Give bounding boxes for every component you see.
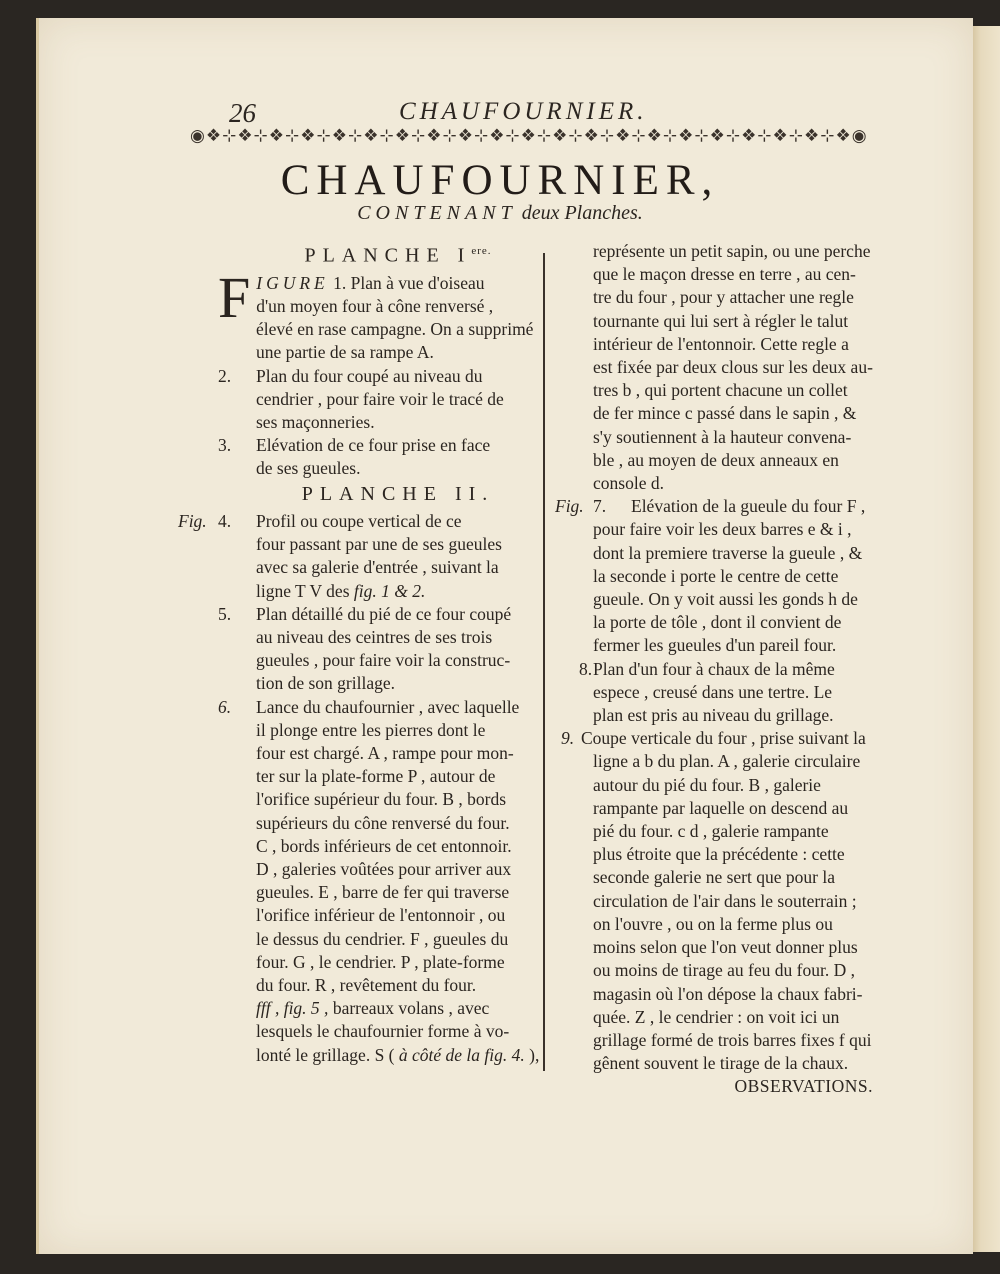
text-line: Plan détaillé du pié de ce four coupé [256,603,512,624]
text-line: lonté le grillage. S ( [256,1044,399,1065]
text-line: gueule. On y voit aussi les gonds h de [593,589,858,610]
text-line: gueules. E , barre de fer qui traverse [256,882,510,903]
text-line: du four. R , revêtement du four. [256,974,477,995]
text-line: supérieurs du cône renversé du four. [256,812,510,833]
text-line: élevé en rase campagne. On a supprimé [256,319,534,340]
right-column [555,240,873,1099]
text-line: Plan du four coupé au niveau du [256,365,483,386]
text-line: grillage formé de trois barres fixes f qui [593,1029,872,1050]
text-line: ses maçonneries. [256,412,375,433]
subtitle-rest: deux Planches. [516,202,643,224]
text-line: quée. Z , le cendrier : on voit ici un [593,1006,840,1027]
text-line: que le maçon dresse en terre , au cen- [593,264,856,285]
text-line: plus étroite que la précédente : cette [593,844,845,865]
text-line: la porte de tôle , dont il convient de [593,612,842,633]
text-line: seconde galerie ne sert que pour la [593,867,835,888]
text-line: rampante par laquelle on descend au [593,797,849,818]
text-line: au niveau des ceintres de ses trois [256,626,493,647]
text-line: de fer mince c passé dans le sapin , & [593,403,857,424]
drop-cap: F [218,264,251,330]
text-line: Elévation de la gueule du four F , [631,496,866,517]
text-line: la seconde i porte le centre de cette [593,565,839,586]
text-line: Elévation de ce four prise en face [256,435,491,456]
figure-number: 2. [218,365,232,386]
figure-number: 5. [218,603,232,624]
text-line: de ses gueules. [256,458,361,479]
fig-label: Fig. [555,496,584,517]
subtitle-caps: CONTENANT [357,202,517,224]
figure-1-paragraph [218,264,538,365]
text-line: espece , creusé dans une tertre. Le [593,681,833,702]
text-line: intérieur de l'entonnoir. Cette regle a [593,333,849,354]
figure-ref: fig. 1 & 2. [353,580,426,601]
text-line: l'orifice inférieur de l'entonnoir , ou [256,905,506,926]
text-line: gênent souvent le tirage de la chaux. [593,1053,849,1074]
text-line: tion de son grillage. [256,673,396,694]
text-line: moins selon que l'on veut donner plus [593,937,858,958]
text-line: il plonge entre les pierres dont le [256,719,486,740]
text-line: s'y soutiennent à la hauteur convena- [593,426,852,447]
text-line: représente un petit sapin, ou une perche [593,241,871,261]
plate-1-sup: ere. [471,245,492,257]
text-line: ligne a b du plan. A , galerie circulaire [593,751,861,772]
ornament-rule: ◉❖⊹❖⊹❖⊹❖⊹❖⊹❖⊹❖⊹❖⊹❖⊹❖⊹❖⊹❖⊹❖⊹❖⊹❖⊹❖⊹❖⊹❖⊹❖⊹❖⊹❖◉ [190,126,868,145]
page-title: CHAUFOURNIER, [280,157,720,204]
subtitle [0,202,1000,225]
text-line: fermer les gueules d'un pareil four. [593,635,837,656]
text-line: l'orifice supérieur du four. B , bords [256,789,507,810]
text-line: plan est pris au niveau du grillage. [593,705,834,726]
figure-number: 4. [218,510,232,531]
figure-number: 6. [218,696,232,717]
page-number: 26 [229,98,256,128]
text-line: dont la premiere traverse la gueule , & [593,542,863,563]
text-line: d'un moyen four à cône renversé , [256,296,494,317]
fig-label: Fig. [178,510,207,531]
text-line: Coupe verticale du four , prise suivant la [581,728,866,749]
text-line: avec sa galerie d'entrée , suivant la [256,557,499,578]
catchword-observations: OBSERVATIONS. [734,1076,873,1097]
text-line: cendrier , pour faire voir le tracé de [256,388,504,409]
text-line: une partie de sa rampe A. [256,342,434,363]
figure-number: 3. [218,435,232,456]
text-line: Lance du chaufournier , avec laquelle [256,696,520,717]
text-line: tournante qui lui sert à régler le talut [593,310,849,331]
figure-number: 8. [579,658,593,679]
figure-ref: à côté de la fig. 4. [398,1044,525,1065]
text-line: lesquels le chaufournier forme à vo- [256,1021,510,1042]
text-line: four. G , le cendrier. P , plate-forme [256,951,505,972]
plate-1-text: PLANCHE I [304,244,472,267]
plate-2-heading: PLANCHE II. [301,482,495,505]
text-line: Profil ou coupe vertical de ce [256,510,462,531]
text-line: console d. [593,473,664,494]
text-line: barreaux volans , avec [328,998,490,1019]
text-line: four passant par une de ses gueules [256,534,502,555]
text-line: Plan d'un four à chaux de la même [593,658,835,679]
text-line: ), [524,1044,540,1065]
text-line: tres b , qui portent chacune un collet [593,380,848,401]
text-line: D , galeries voûtées pour arriver aux [256,858,512,879]
text-line: C , bords inférieurs de cet entonnoir. [256,835,512,856]
left-column [178,238,540,1067]
text-line: tre du four , pour y attacher une regle [593,287,854,308]
text-line: 1. Plan à vue d'oiseau [328,272,485,293]
figure-small-caps: IGURE [256,272,329,293]
figure-number: 7. [593,496,607,517]
text-line: ble , au moyen de deux anneaux en [593,449,839,470]
text-line: le dessus du cendrier. F , gueules du [256,928,509,949]
text-line: gueules , pour faire voir la construc- [256,650,511,671]
text-line: on l'ouvre , ou on la ferme plus ou [593,913,833,934]
text-line: circulation de l'air dans le souterrain ; [593,890,857,911]
text-line: four est chargé. A , rampe pour mon- [256,742,514,763]
text-line: ou moins de tirage au feu du four. D , [593,960,855,981]
text-line: est fixée par deux clous sur les deux au- [593,357,873,378]
text-line: pour faire voir les deux barres e & i , [593,519,852,540]
text-line: magasin où l'on dépose la chaux fabri- [593,983,863,1004]
plate-1-heading [258,240,538,268]
figure-ref: fff , fig. 5 , [256,998,329,1019]
column-divider [543,253,545,1071]
text-line: ter sur la plate-forme P , autour de [256,766,496,787]
text-line: autour du pié du four. B , galerie [593,774,821,795]
text-line: pié du four. c d , galerie rampante [593,821,829,842]
figure-number: 9. [561,728,575,749]
running-title: CHAUFOURNIER. [399,98,648,125]
text-line: ligne T V des [256,580,354,601]
